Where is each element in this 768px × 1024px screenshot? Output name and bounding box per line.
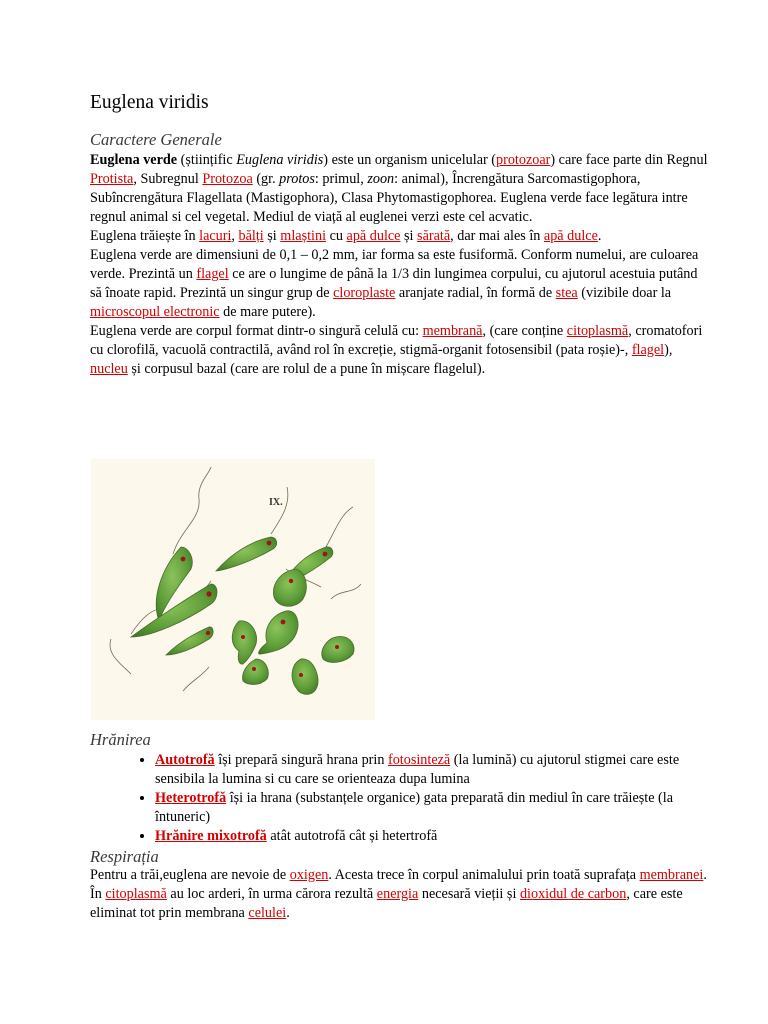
wiki-link[interactable]: bălți	[238, 228, 264, 244]
wiki-link[interactable]: sărată	[417, 228, 451, 244]
section-respiration	[90, 847, 710, 923]
wiki-link[interactable]: apă dulce	[346, 228, 401, 244]
wiki-link[interactable]: celulei	[248, 905, 287, 921]
section-heading-respiration: Respirația	[90, 847, 159, 866]
wiki-link[interactable]: stea	[555, 285, 578, 301]
section-heading-general: Caractere Generale	[90, 130, 222, 149]
wiki-link[interactable]: Protista	[90, 171, 134, 187]
euglena-illustration	[91, 459, 375, 720]
list-item: • Autotrofă își prepară singură hrana prin fotosinteză (la lumină) cu ajutorul stigmei care este sensibila la lumina si cu care se orienteaza dupa lumina	[155, 751, 710, 789]
plate-label: IX.	[269, 497, 283, 508]
paragraph: Euglena trăiește în lacuri, bălți și mlaștini cu apă dulce și sărată, dar mai ales în apă dulce.	[90, 228, 602, 244]
euglena-drawing	[91, 459, 375, 720]
wiki-link[interactable]: Autotrofă	[155, 752, 215, 768]
wiki-link[interactable]: fotosinteză	[387, 752, 451, 768]
list-item: • Hrănire mixotrofă atât autotrofă cât și hetertrofă	[155, 827, 710, 846]
wiki-link[interactable]: nucleu	[90, 361, 128, 377]
paragraph: Euglena verde are corpul format dintr-o singură celulă cu: membrană, (care conține citoplasmă, cromatofori cu clorofilă, vacuolă contractilă, având rol în excreție, stigmă-organit fotosensibil (pata roșie)-, flagel), nucleu și corpusul bazal (care are rolul de a pune în mișcare flagelul).	[90, 323, 703, 377]
wiki-link[interactable]: lacuri	[199, 228, 232, 244]
wiki-link[interactable]: Hrănire mixotrofă	[155, 828, 267, 844]
list-item: • Heterotrofă își ia hrana (substanțele organice) gata preparată din mediul în care trăiește (la întuneric)	[155, 789, 710, 827]
wiki-link[interactable]: protozoar	[496, 152, 551, 168]
paragraph: Euglena verde (științific Euglena viridis) este un organism unicelular (protozoar) care face parte din Regnul Protista, Subregnul Protozoa (gr. protos: primul, zoon: animal), Încrengătura Sarcomastigophora, Subîncrengătura Flagellata (Mastigophora), Clasa Phytomastigophorea. Euglena verde face legătura intre regnul animal si cel vegetal. Mediul de viață al euglenei verzi este cel acvatic.	[90, 152, 708, 225]
italic-term: zoon	[367, 171, 395, 187]
section-nutrition	[90, 730, 710, 846]
wiki-link[interactable]: membrană	[422, 323, 483, 339]
paragraph: Pentru a trăi,euglena are nevoie de oxigen. Acesta trece în corpul animalului prin toată suprafața membranei. În citoplasmă au loc arderi, în urma cărora rezultă energia necesară vieții și dioxidul de carbon, care este eliminat tot prin membrana celulei.	[90, 867, 707, 921]
wiki-link[interactable]: energia	[376, 886, 419, 902]
wiki-link[interactable]: oxigen	[289, 867, 329, 883]
wiki-link[interactable]: flagel	[196, 266, 229, 282]
wiki-link[interactable]: apă dulce	[543, 228, 598, 244]
euglena-cells	[131, 537, 354, 694]
section-general	[90, 130, 710, 379]
section-heading-nutrition: Hrănirea	[90, 730, 151, 749]
wiki-link[interactable]: cloroplaste	[333, 285, 396, 301]
wiki-link[interactable]: Heterotrofă	[155, 790, 227, 806]
wiki-link[interactable]: citoplasmă	[566, 323, 629, 339]
page-title: Euglena viridis	[90, 92, 209, 113]
wiki-link[interactable]: dioxidul de carbon	[519, 886, 627, 902]
nutrition-list	[90, 751, 710, 846]
paragraph: Euglena verde are dimensiuni de 0,1 – 0,2 mm, iar forma sa este fusiformă. Conform numelui, are culoarea verde. Prezintă un flagel ce are o lungime de până la 1/3 din lungimea corpului, cu ajutorul acestuia putând să înoate rapid. Prezintă un singur grup de cloroplaste aranjate radial, în formă de stea (vizibile doar la microscopul electronic de mare putere).	[90, 247, 699, 320]
italic-term: protos	[279, 171, 315, 187]
italic-term: Euglena viridis	[236, 152, 324, 168]
wiki-link[interactable]: flagel	[631, 342, 665, 358]
wiki-link[interactable]: mlaștini	[280, 228, 327, 244]
wiki-link[interactable]: citoplasmă	[105, 886, 167, 902]
wiki-link[interactable]: microscopul electronic	[90, 304, 220, 320]
wiki-link[interactable]: membranei	[639, 867, 704, 883]
bold-term: Euglena verde	[90, 152, 178, 168]
wiki-link[interactable]: Protozoa	[202, 171, 253, 187]
